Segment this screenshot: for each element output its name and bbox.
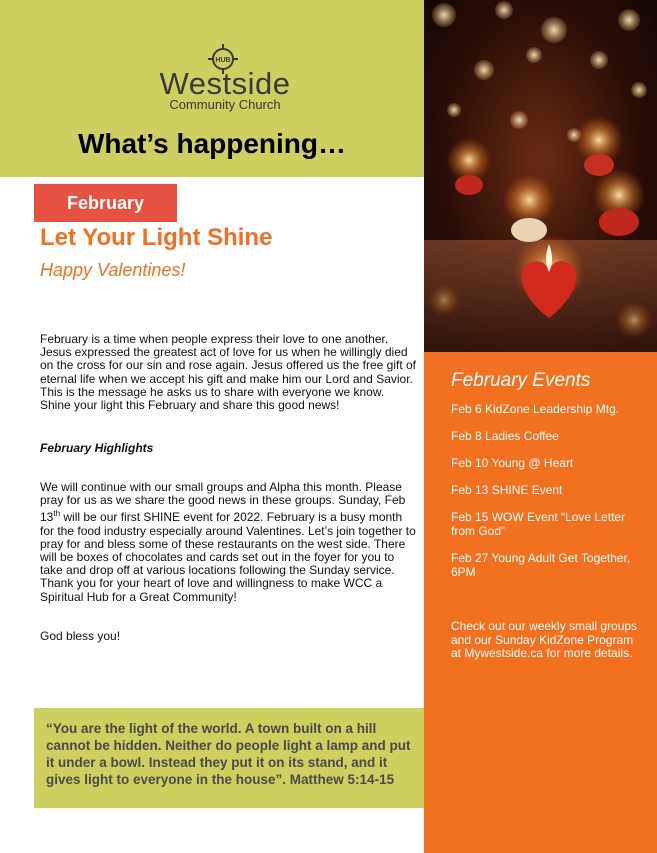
events-sidebar: [424, 352, 657, 853]
event-item: Feb 15 WOW Event “Love Letter from God”: [451, 510, 626, 538]
page-headline: What’s happening…: [77, 128, 347, 159]
logo-subtitle: Community Church: [169, 97, 281, 112]
highlights-paragraph: [40, 481, 418, 604]
hub-icon-label: HUB: [215, 57, 231, 64]
events-title: February Events: [451, 370, 591, 391]
closing-line: God bless you!: [40, 629, 121, 643]
event-item: Feb 6 KidZone Leadership Mtg.: [451, 402, 620, 416]
events-list: [451, 402, 646, 592]
events-note: Check out our weekly small groups and our Sunday KidZone Program at Mywestside.ca for more details.: [451, 619, 638, 660]
event-item: Feb 8 Ladies Coffee: [451, 429, 559, 443]
candles-photo: [424, 0, 657, 352]
event-item: Feb 27 Young Adult Get Together, 6PM: [451, 551, 631, 579]
month-tag: February: [34, 184, 177, 222]
event-item: Feb 13 SHINE Event: [451, 483, 563, 497]
event-item: Feb 10 Young @ Heart: [451, 456, 574, 470]
highlights-heading: February Highlights: [40, 441, 154, 455]
header-banner: [0, 0, 424, 177]
intro-paragraph: February is a time when people express their love to one another. Jesus expressed the greatest act of love for us when he willingly died on the cross for our sin and rose again. Jesus offered us the free gift of eternal life when we accept his gift and make him our Lord and Savior. This is the message he asks us to share with everyone we know. Shine your light this February and share this good news!: [40, 332, 416, 413]
article-title: Let Your Light Shine: [40, 224, 273, 251]
highlights-text-end: will be our first SHINE event for 2022. February is a busy month for the food industry especially around Valentines. Let’s join together to pray for and bless some of these restaurants on the west side. There will be boxes of chocolates and cards set out in the foyer for you to take and drop off at various locations following the Sunday service. Thank you for your heart of love and willingness to make WCC a Spiritual Hub for a Great Community!: [40, 510, 416, 604]
highlights-text-start: We will continue with our small groups and Alpha this month. Please pray for us as we share the good news in these groups. Sunday, Feb 13: [40, 480, 406, 525]
ordinal-suffix: th: [53, 509, 61, 519]
logo-name: Westside: [159, 66, 291, 101]
article-subtitle: Happy Valentines!: [40, 260, 186, 280]
scripture-quote-box: [34, 708, 424, 808]
candles-illustration: [424, 0, 657, 352]
scripture-quote: “You are the light of the world. A town built on a hill cannot be hidden. Neither do people light a lamp and put it under a bowl. Instead they put it on its stand, and it gives light to everyone in the house”. Matthew 5:14-15: [46, 721, 411, 787]
